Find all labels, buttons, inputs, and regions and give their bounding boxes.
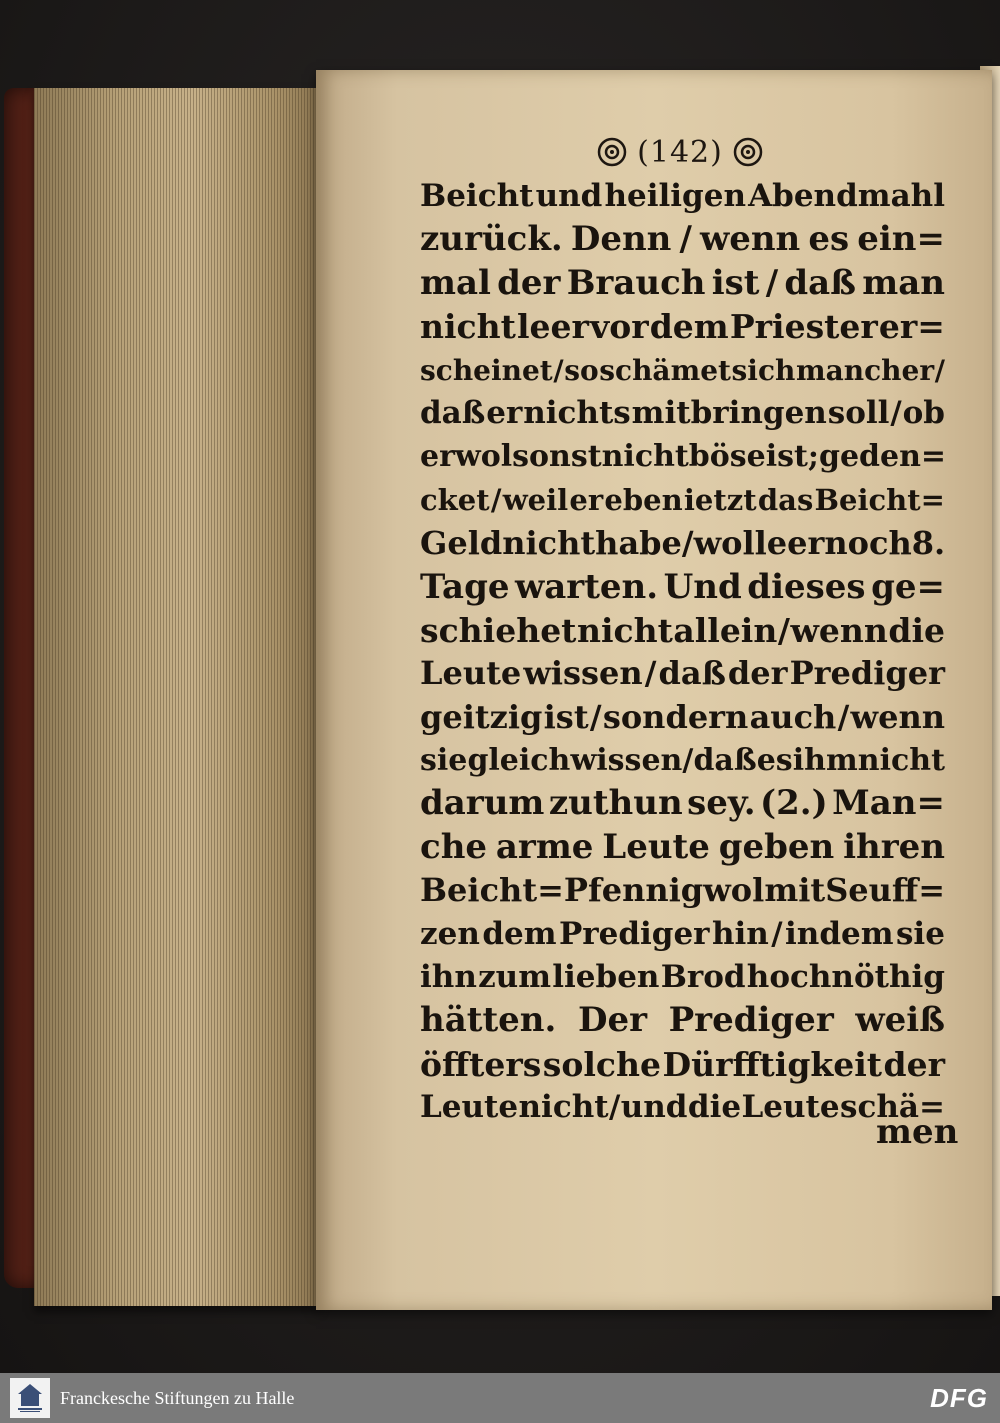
rosette-ornament-icon bbox=[733, 137, 763, 167]
dfg-logo[interactable]: DFG bbox=[930, 1383, 988, 1413]
word: er bbox=[787, 524, 825, 563]
word: / bbox=[490, 482, 502, 517]
word: wolle bbox=[693, 524, 788, 563]
text-line bbox=[420, 1086, 945, 1129]
word: weil bbox=[502, 482, 569, 517]
word: geden= bbox=[818, 439, 947, 475]
word: Priester bbox=[729, 307, 878, 347]
page-number: (142) bbox=[637, 134, 723, 170]
word: nicht bbox=[601, 439, 689, 475]
word: der bbox=[497, 262, 561, 303]
text-line bbox=[420, 739, 945, 782]
word: sich bbox=[731, 353, 796, 387]
word: / bbox=[890, 394, 902, 431]
word: ihren bbox=[843, 826, 945, 867]
word: Man= bbox=[832, 783, 945, 824]
word: warten. bbox=[515, 566, 659, 607]
word: daß bbox=[420, 394, 486, 431]
word: es bbox=[756, 743, 793, 779]
word: zuthun bbox=[548, 783, 683, 824]
word: habe bbox=[595, 524, 682, 563]
word: geben bbox=[718, 826, 835, 867]
word: scheinet bbox=[420, 353, 553, 387]
text-line bbox=[420, 175, 945, 218]
word: und bbox=[620, 1089, 688, 1126]
text-line bbox=[420, 652, 945, 695]
footer-bar bbox=[0, 1373, 1000, 1423]
word: / bbox=[644, 654, 657, 693]
word: darum bbox=[420, 783, 545, 824]
word: daß bbox=[658, 654, 726, 693]
building-icon bbox=[15, 1382, 45, 1414]
word: das bbox=[757, 482, 814, 517]
word: ge= bbox=[871, 566, 945, 607]
word: cket bbox=[420, 482, 490, 517]
word: eben bbox=[604, 482, 683, 517]
text-line bbox=[420, 435, 945, 478]
word: man bbox=[862, 262, 945, 303]
word: zen bbox=[420, 915, 480, 952]
word: Denn bbox=[570, 219, 672, 260]
word: geitzig bbox=[420, 697, 543, 736]
word: Leute bbox=[741, 1089, 840, 1126]
word: daß bbox=[693, 743, 757, 779]
word: allein bbox=[673, 610, 778, 650]
word: sondern bbox=[602, 697, 749, 736]
word: gleich bbox=[467, 743, 571, 779]
word: lieben bbox=[552, 959, 660, 996]
word: wol bbox=[703, 871, 765, 910]
word: 8. bbox=[911, 524, 946, 563]
word: Leute bbox=[420, 1089, 519, 1126]
word: ietzt bbox=[683, 482, 757, 517]
word: Beicht bbox=[420, 178, 534, 214]
word: mal bbox=[420, 262, 491, 303]
word: noch bbox=[824, 524, 912, 563]
word: solche bbox=[542, 1044, 661, 1084]
word: / bbox=[934, 353, 945, 387]
word: nicht bbox=[420, 307, 516, 347]
word: mancher bbox=[795, 353, 935, 387]
word: auch bbox=[749, 697, 837, 736]
word: Prediger bbox=[789, 654, 945, 693]
word: Brod bbox=[660, 959, 746, 996]
text-line bbox=[420, 1043, 945, 1086]
word: er bbox=[569, 482, 604, 517]
word: wissen bbox=[523, 654, 643, 693]
rosette-ornament-icon bbox=[597, 137, 627, 167]
institution-logo[interactable] bbox=[10, 1378, 50, 1418]
word: schämet bbox=[599, 353, 731, 387]
word: wissen bbox=[570, 743, 683, 779]
word: schiehet bbox=[420, 610, 577, 650]
word: vor bbox=[590, 307, 649, 347]
text-line bbox=[420, 218, 945, 261]
word: / bbox=[608, 1089, 621, 1126]
word: daß bbox=[784, 262, 856, 303]
word: er= bbox=[878, 307, 945, 347]
word: ; bbox=[807, 439, 819, 475]
word: Der bbox=[577, 1000, 647, 1041]
word: indem bbox=[785, 915, 894, 952]
word: (2.) bbox=[760, 783, 828, 824]
word: wenn bbox=[850, 697, 945, 736]
word: Geld bbox=[420, 524, 503, 563]
word: schä= bbox=[840, 1089, 945, 1126]
word: dem bbox=[482, 915, 557, 952]
word: dieses bbox=[747, 566, 866, 607]
word: ein= bbox=[857, 219, 945, 260]
word: dem bbox=[649, 307, 729, 347]
word: / bbox=[553, 353, 564, 387]
text-line bbox=[420, 566, 945, 609]
word: / bbox=[679, 219, 692, 260]
word: che bbox=[420, 826, 488, 867]
word: böse bbox=[688, 439, 766, 475]
word: arme bbox=[495, 826, 594, 867]
word: hätten. bbox=[420, 1000, 557, 1041]
word: er bbox=[420, 439, 455, 475]
word: und bbox=[535, 178, 603, 214]
word: soll bbox=[827, 394, 890, 431]
text-line bbox=[420, 262, 945, 305]
word: Dürfftigkeit bbox=[662, 1044, 883, 1084]
text-line bbox=[420, 479, 945, 522]
word: / bbox=[681, 524, 694, 563]
word: Leute bbox=[602, 826, 710, 867]
word: Tage bbox=[420, 566, 510, 607]
text-line bbox=[420, 349, 945, 392]
word: ihm bbox=[792, 743, 858, 779]
word: ist bbox=[765, 439, 808, 475]
word: ist bbox=[711, 262, 760, 303]
word: Beicht= bbox=[814, 482, 945, 517]
word: zum bbox=[478, 959, 552, 996]
text-line bbox=[420, 913, 945, 956]
word: sey. bbox=[687, 783, 756, 824]
word: hochnöthig bbox=[746, 959, 945, 996]
word: ob bbox=[902, 394, 945, 431]
text-line bbox=[420, 392, 945, 435]
word: Brauch bbox=[566, 262, 706, 303]
page-body-text bbox=[420, 175, 945, 1130]
word: ihn bbox=[420, 959, 477, 996]
word: Beicht=Pfennig bbox=[420, 871, 704, 910]
word: mitbringen bbox=[631, 394, 827, 431]
word: / bbox=[765, 262, 779, 303]
word: Prediger bbox=[558, 915, 710, 952]
word: / bbox=[682, 743, 694, 779]
word: sie bbox=[420, 743, 468, 779]
word: der bbox=[727, 654, 788, 693]
word: Seuff= bbox=[825, 871, 945, 910]
word: heiligen bbox=[604, 178, 746, 214]
catchword: men bbox=[876, 1112, 959, 1152]
word: die bbox=[687, 1089, 742, 1126]
text-line bbox=[420, 826, 945, 869]
word: Leute bbox=[420, 654, 522, 693]
word: / bbox=[771, 915, 783, 952]
text-line bbox=[420, 956, 945, 999]
word: es bbox=[808, 219, 850, 260]
word: Und bbox=[663, 566, 742, 607]
text-line bbox=[420, 696, 945, 739]
word: ist bbox=[543, 697, 589, 736]
word: nicht bbox=[576, 610, 673, 650]
word: sie bbox=[895, 915, 945, 952]
word: sonst bbox=[512, 439, 602, 475]
word: wol bbox=[454, 439, 513, 475]
word: der bbox=[883, 1044, 945, 1084]
word: / bbox=[777, 610, 790, 650]
text-line bbox=[420, 305, 945, 348]
word: Abendmahl bbox=[748, 178, 945, 214]
word: die bbox=[888, 610, 945, 650]
text-line bbox=[420, 869, 945, 912]
word: / bbox=[589, 697, 602, 736]
word: wenn bbox=[790, 610, 888, 650]
text-line bbox=[420, 999, 945, 1042]
institution-name[interactable]: Franckesche Stiftungen zu Halle bbox=[60, 1387, 295, 1408]
word: nichts bbox=[523, 394, 631, 431]
word: leer bbox=[516, 307, 589, 347]
word: so bbox=[564, 353, 599, 387]
word: nicht bbox=[857, 743, 945, 779]
word: mit bbox=[764, 871, 826, 910]
word: / bbox=[837, 697, 850, 736]
text-line bbox=[420, 522, 945, 565]
word: wenn bbox=[699, 219, 801, 260]
word: hin bbox=[711, 915, 769, 952]
text-line bbox=[420, 782, 945, 825]
word: weiß bbox=[855, 1000, 945, 1041]
word: zurück. bbox=[420, 219, 563, 260]
page-header bbox=[560, 130, 800, 174]
text-line bbox=[420, 609, 945, 652]
word: nicht bbox=[518, 1089, 609, 1126]
word: öffters bbox=[420, 1044, 542, 1084]
word: Prediger bbox=[668, 1000, 834, 1041]
word: er bbox=[486, 394, 523, 431]
page-edges bbox=[34, 88, 320, 1306]
word: nicht bbox=[502, 524, 596, 563]
